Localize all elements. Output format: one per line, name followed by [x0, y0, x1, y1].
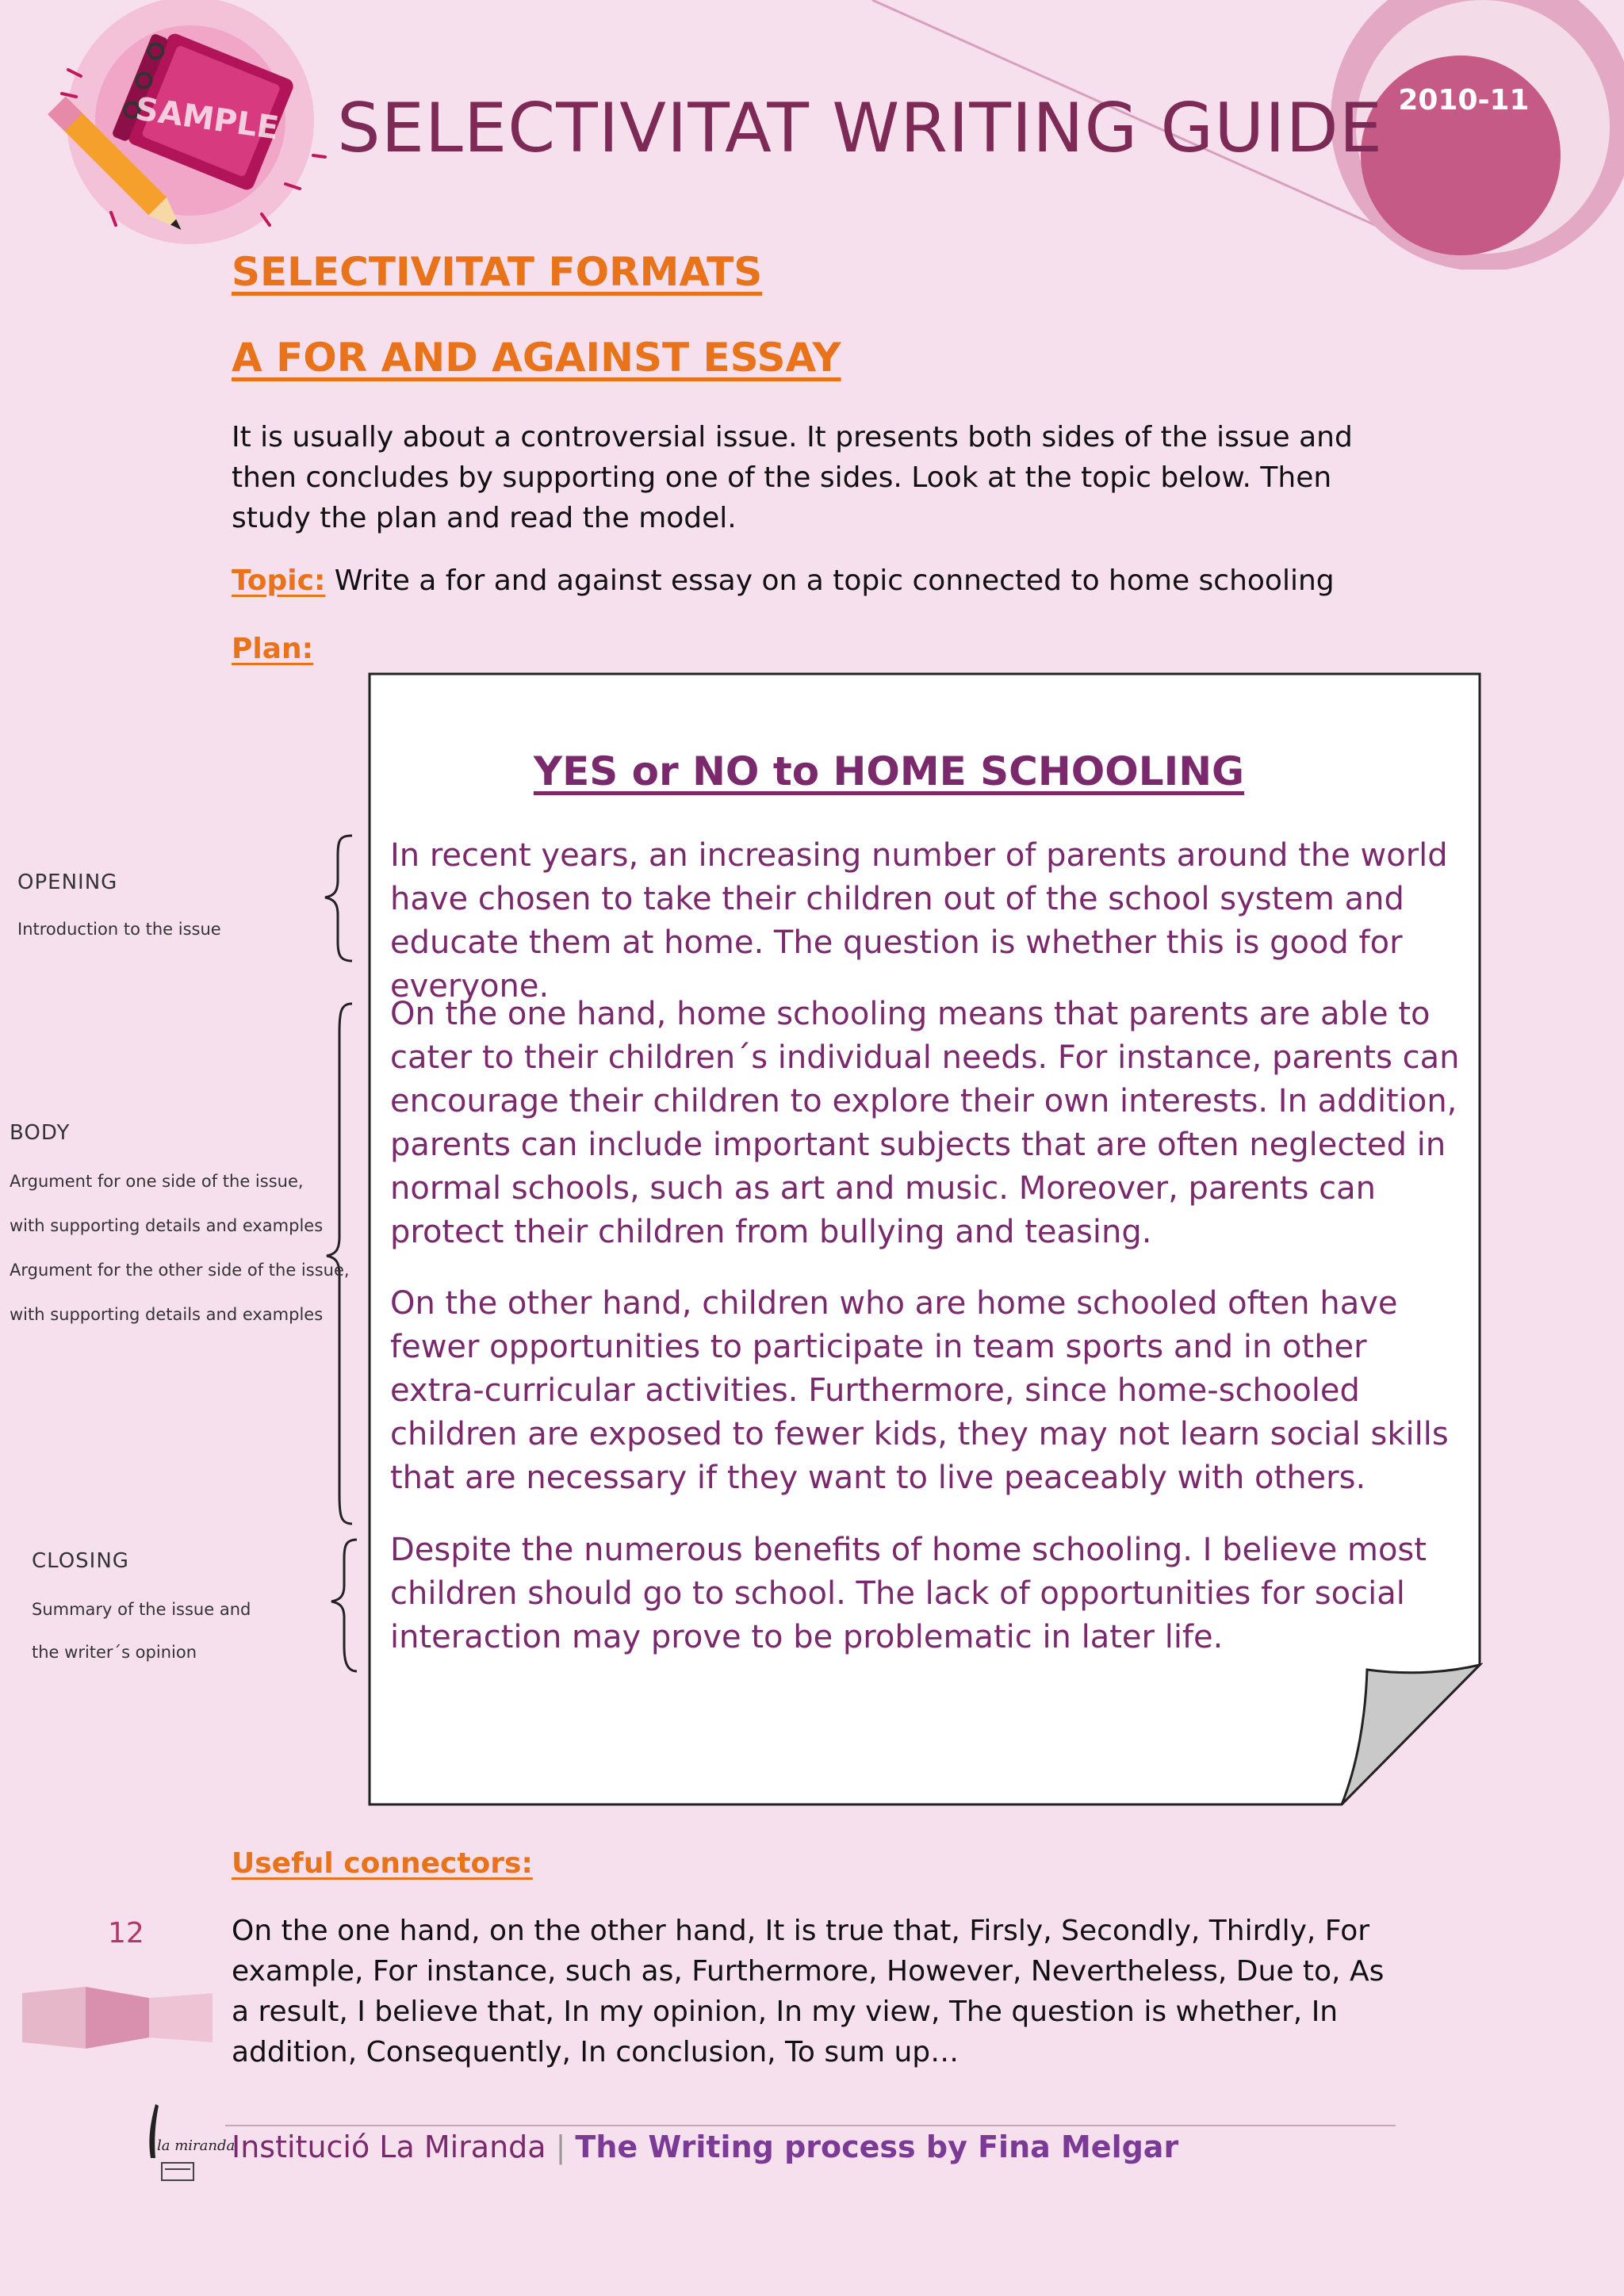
essay-paragraph-opening: In recent years, an increasing number of parents around the world have chosen to take their children out of the school system and educate them at home. The question is whether this is good for everyone. — [390, 837, 1448, 1004]
footer-institution: Institució La Miranda — [232, 2130, 546, 2164]
school-logo-text: la miranda — [157, 2137, 236, 2154]
essay-paragraph-closing: Despite the numerous benefits of home schooling. I believe most children should go to school. The lack of opportunities for social interaction may prove to be problematic in later life. — [390, 1532, 1427, 1655]
closing-description-2: the writer´s opinion — [32, 1643, 197, 1662]
body-heading: BODY — [10, 1121, 71, 1145]
sample-stamp: SAMPLE — [132, 90, 282, 147]
opening-description: Introduction to the issue — [17, 920, 221, 939]
page-number: 12 — [108, 1917, 144, 1950]
page-title: SELECTIVITAT WRITING GUIDE — [337, 89, 1384, 168]
intro-paragraph: It is usually about a controversial issue. It presents both sides of the issue and then concludes by supporting one of the sides. Look at the topic below. Then study the plan and read the model. — [232, 421, 1353, 534]
notebook-pencil-clipart — [48, 0, 325, 244]
section-heading: SELECTIVITAT FORMATS — [232, 249, 763, 295]
topic-line — [232, 564, 1335, 597]
closing-description-1: Summary of the issue and — [32, 1600, 251, 1619]
year-badge: 2010-11 — [1398, 84, 1530, 117]
footer-divider — [225, 2125, 1396, 2126]
essay-title: YES or NO to HOME SCHOOLING — [533, 748, 1245, 794]
body-description-1: Argument for one side of the issue, — [10, 1172, 304, 1191]
body-description-3: Argument for the other side of the issue, — [10, 1261, 350, 1280]
opening-brace — [325, 836, 352, 961]
plan-label: Plan: — [232, 633, 314, 665]
essay-paragraph-body-2: On the other hand, children who are home schooled often have fewer opportunities to participate in team sports and in other extra-curricular activities. Furthermore, since home-schooled children are exposed to fewer kids, they may not learn social skills that are necessary if they want to live peaceably with others. — [390, 1285, 1449, 1496]
page-ribbon-decoration — [22, 1982, 213, 2053]
connectors-list: On the one hand, on the other hand, It is true that, Firsly, Secondly, Thirdly, For example, For instance, such as, Furthermore, However, Nevertheless, Due to, As a result, I believe that, In my opinion, In my view, The question is whether, In addition, Consequently, In conclusion, To sum up… — [232, 1915, 1385, 2068]
opening-heading: OPENING — [17, 871, 118, 894]
essay-type-heading: A FOR AND AGAINST ESSAY — [232, 335, 841, 381]
footer — [232, 2130, 1178, 2164]
body-description-2: with supporting details and examples — [10, 1216, 324, 1235]
topic-label: Topic: — [232, 564, 326, 597]
footer-separator: | — [555, 2130, 566, 2164]
topic-text: Write a for and against essay on a topic connected to home schooling — [325, 564, 1335, 597]
closing-brace — [331, 1540, 357, 1671]
body-description-4: with supporting details and examples — [10, 1305, 324, 1324]
plan-braces — [317, 825, 365, 1681]
closing-heading: CLOSING — [32, 1549, 129, 1573]
footer-credit: The Writing process by Fina Melgar — [575, 2130, 1179, 2164]
essay-paragraph-body-1: On the one hand, home schooling means that parents are able to cater to their children´s individual needs. For instance, parents can encourage their children to explore their own interests. In addition, parents can include important subjects that are often neglected in normal schools, such as art and music. Moreover, parents can protect their children from bullying and teasing. — [390, 996, 1460, 1250]
connectors-label: Useful connectors: — [232, 1847, 533, 1880]
